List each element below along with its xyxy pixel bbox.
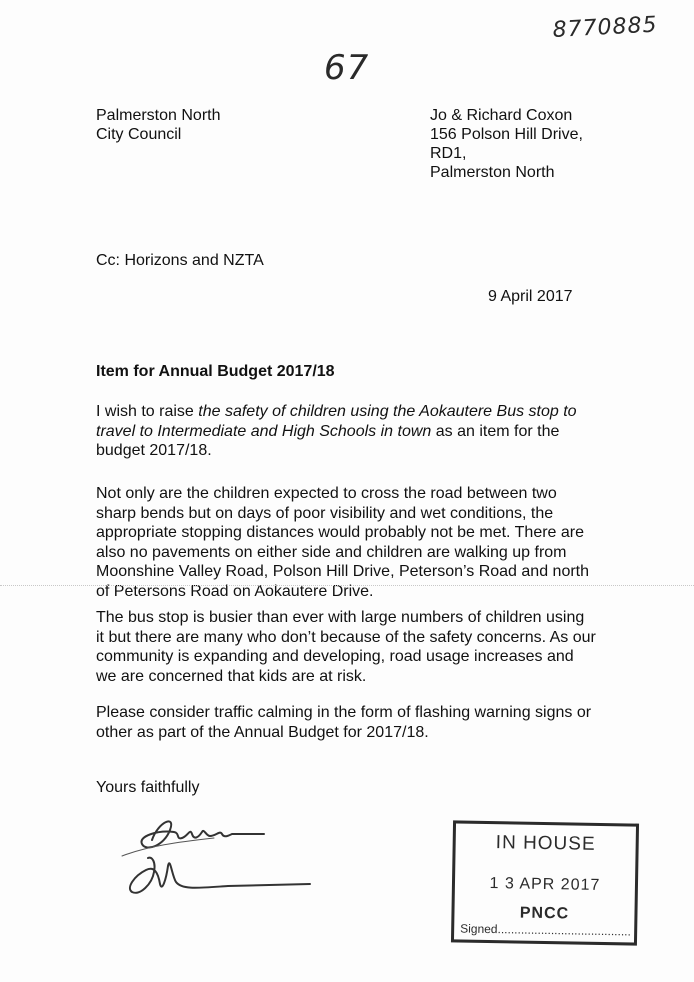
subject-heading: Item for Annual Budget 2017/18 (96, 363, 335, 380)
sender-address (430, 106, 583, 182)
letter-date: 9 April 2017 (488, 288, 573, 305)
body-paragraph-4: Please consider traffic calming in the form of flashing warning signs or other as part of the Annual Budget for 2017/18. (96, 704, 592, 741)
cc-line: Cc: Horizons and NZTA (96, 252, 264, 269)
received-stamp (451, 820, 639, 945)
sender-line-3: RD1, (430, 145, 467, 162)
handwritten-page-number: 67 (324, 48, 370, 88)
para1-tail: as an item for the budget 2017/18. (96, 422, 560, 460)
sender-line-4: Palmerston North (430, 164, 555, 181)
recipient-address (96, 106, 221, 144)
stamp-signed-line: Signed........................................ (460, 921, 632, 939)
closing-line: Yours faithfully (96, 779, 200, 796)
body-paragraph-3: The bus stop is busier than ever with large numbers of children using it but there are many who don’t because of the safety concerns. As our community is expanding and developing, road usage increases and we are concerned that kids are at risk. (96, 609, 596, 685)
para1-lead: I wish to raise (96, 403, 199, 420)
scan-artifact-line (0, 585, 694, 586)
handwritten-signature (118, 800, 328, 910)
sender-line-1: Jo & Richard Coxon (430, 107, 573, 124)
para1-emphasis: the safety of children using the Aokautere Bus stop to travel to Intermediate and High Schools in town (96, 403, 577, 440)
recipient-line-1: Palmerston North (96, 107, 221, 124)
body-paragraph-2: Not only are the children expected to cross the road between two sharp bends but on days of poor visibility and wet conditions, the appropriate stopping distances would probably not be met. There are also no pavements on either side and children are walking up from Moonshine Valley Road, Polson Hill Drive, Peterson’s Road and north of Petersons Road on Aokautere Drive. (96, 485, 590, 600)
body-paragraph-1 (96, 402, 596, 461)
stamp-organization: PNCC (519, 904, 570, 923)
sender-line-2: 156 Polson Hill Drive, (430, 126, 583, 143)
recipient-line-2: City Council (96, 126, 182, 143)
stamp-date: 1 3 APR 2017 (489, 875, 601, 894)
stamp-title: IN HOUSE (495, 832, 596, 855)
handwritten-reference-number: 8770885 (552, 12, 659, 43)
